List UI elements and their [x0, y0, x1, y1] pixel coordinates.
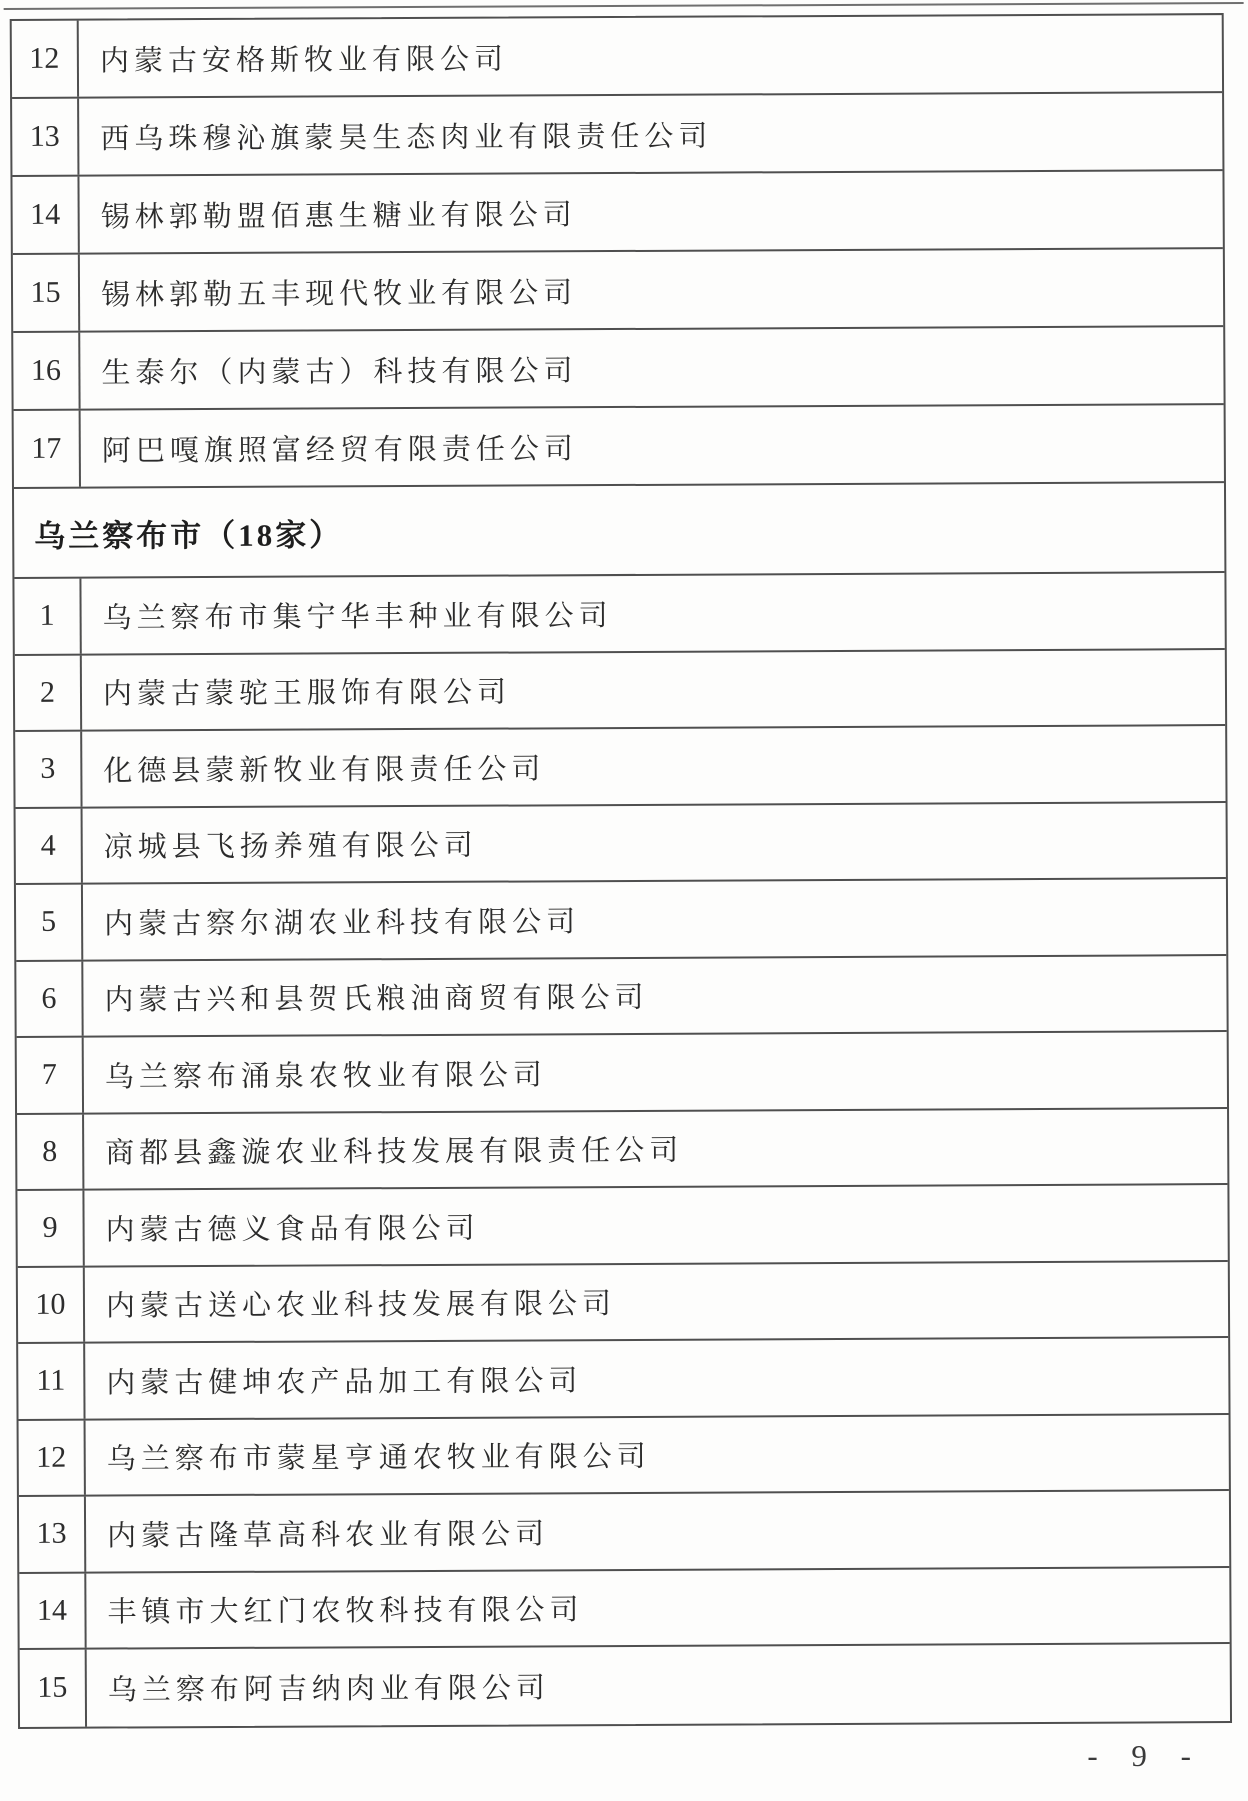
company-name: 内蒙古安格斯牧业有限公司 [99, 43, 508, 78]
table-row [19, 1415, 1229, 1497]
table-row [18, 1338, 1228, 1420]
row-index: 8 [17, 1114, 84, 1189]
table-row [12, 15, 1222, 99]
row-index: 14 [19, 1573, 86, 1648]
company-name: 商都县鑫漩农业科技发展有限责任公司 [105, 1134, 684, 1170]
company-name: 内蒙古隆草高科农业有限公司 [107, 1518, 550, 1553]
row-index: 6 [16, 961, 83, 1036]
row-index: 1 [14, 579, 81, 654]
company-name: 内蒙古蒙驼王服饰有限公司 [102, 676, 512, 711]
row-index: 9 [17, 1191, 84, 1266]
section-header-row [14, 483, 1224, 579]
table-row [15, 650, 1225, 732]
table-row [18, 1262, 1228, 1344]
table-row [20, 1644, 1230, 1726]
table-row [19, 1568, 1229, 1650]
company-name: 生泰尔（内蒙古）科技有限公司 [101, 354, 578, 390]
table-row [12, 171, 1222, 255]
company-name: 内蒙古察尔湖农业科技有限公司 [104, 905, 581, 941]
table-section-upper [12, 15, 1224, 489]
row-index: 12 [19, 1420, 86, 1495]
row-index: 13 [12, 99, 79, 175]
table-row [16, 803, 1226, 885]
row-index: 2 [15, 655, 82, 730]
company-name: 丰镇市大红门农牧科技有限公司 [107, 1594, 584, 1629]
row-index: 3 [15, 732, 82, 807]
row-index: 15 [20, 1650, 87, 1727]
company-name: 阿巴嘎旗照富经贸有限责任公司 [101, 432, 578, 468]
company-name: 锡林郭勒盟佰惠生糖业有限公司 [100, 198, 577, 234]
table-row [14, 405, 1224, 489]
table-row [16, 879, 1226, 961]
company-name: 乌兰察布市集宁华丰种业有限公司 [102, 599, 613, 635]
company-name: 锡林郭勒五丰现代牧业有限公司 [100, 276, 578, 312]
table-row [17, 1185, 1227, 1267]
company-name: 乌兰察布涌泉农牧业有限公司 [104, 1059, 547, 1094]
company-name: 乌兰察布市蒙星亨通农牧业有限公司 [106, 1441, 651, 1476]
table-row [13, 327, 1223, 411]
page-number: - 9 - [1087, 1738, 1204, 1773]
previous-row-border-fragment [4, 2, 1244, 10]
company-name: 凉城县飞扬养殖有限公司 [103, 829, 478, 864]
row-index: 17 [14, 411, 81, 487]
company-name: 内蒙古德义食品有限公司 [105, 1212, 480, 1247]
table-row [13, 249, 1223, 333]
row-index: 13 [19, 1497, 86, 1572]
row-index: 11 [18, 1344, 85, 1419]
company-name: 内蒙古健坤农产品加工有限公司 [106, 1364, 583, 1400]
company-name: 西乌珠穆沁旗蒙昊生态肉业有限责任公司 [100, 120, 713, 156]
section-header-title: 乌兰察布市（18家） [34, 516, 344, 554]
table-section-lower [14, 573, 1230, 1726]
table-row [12, 93, 1222, 177]
row-index: 7 [17, 1038, 84, 1113]
row-index: 10 [18, 1267, 85, 1342]
row-index: 16 [13, 333, 80, 409]
company-name: 乌兰察布阿吉纳肉业有限公司 [107, 1672, 550, 1707]
row-index: 5 [16, 885, 83, 960]
table-row [15, 726, 1225, 808]
company-name: 内蒙古兴和县贺氏粮油商贸有限公司 [104, 982, 649, 1017]
table-row [16, 956, 1226, 1038]
company-name: 内蒙古送心农业科技发展有限公司 [105, 1288, 617, 1323]
table-row [14, 573, 1224, 655]
row-index: 15 [13, 255, 80, 331]
table-row [19, 1491, 1229, 1573]
table-row [17, 1032, 1227, 1114]
company-name: 化德县蒙新牧业有限责任公司 [103, 753, 546, 788]
row-index: 4 [16, 808, 83, 883]
company-table [10, 13, 1232, 1728]
table-row [17, 1109, 1227, 1191]
row-index: 14 [12, 177, 79, 253]
row-index: 12 [12, 21, 79, 97]
